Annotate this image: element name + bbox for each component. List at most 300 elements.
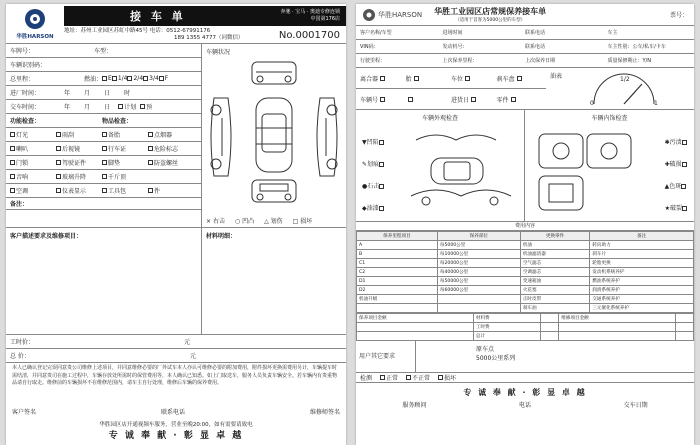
check-item[interactable]	[56, 158, 102, 167]
terms-text: 本人已确认登记完误同意贵公司维修上述项目，并同意维修必要的厂外试车本人亦认可维修必要的附加费用，附件损坏更换需费用另计，车辆提车时需结清，并同意贵司在施工过程中，车辆存放处所需时的保管费用等，本人确认已知悉。如上门取送车，服务人员负责车辆安全。若车辆内有贵重物品请自行取走。维修前的车辆损坏不在维修范围内，请车主自行处理，维修后车辆的保养费用。	[12, 365, 338, 386]
summary-row	[357, 332, 694, 341]
form-title: 接 车 单	[130, 10, 186, 23]
check-box[interactable]	[102, 188, 107, 193]
mileage-label: 总里程：	[10, 76, 35, 83]
car-left-side	[211, 98, 231, 176]
check-item-label: 玻璃升降	[62, 174, 87, 181]
int-mark-worn: 破损	[669, 161, 682, 168]
check-item-label: 门锁	[16, 160, 29, 167]
part-label: 刹车盘	[496, 75, 515, 83]
check-abnormal: 不正常	[412, 375, 431, 382]
car-rear-view	[252, 180, 296, 202]
vehicle-diagram[interactable]	[204, 58, 344, 208]
fuel-check-3[interactable]	[143, 76, 148, 81]
info-field-label[interactable]: 车主性别：公车/私车/卡车	[607, 44, 666, 50]
check-box[interactable]	[56, 132, 61, 137]
fuel-check-1[interactable]	[112, 76, 117, 81]
table-cell[interactable]: 机油	[520, 241, 589, 250]
summary-cell[interactable]	[559, 332, 676, 341]
logo-text: 华胜HARSON	[16, 34, 54, 40]
vin-row	[6, 58, 201, 72]
form-number: No.0001700	[278, 29, 340, 41]
check-box[interactable]	[10, 174, 15, 179]
table-cell[interactable]: 燃油系统养护	[590, 277, 694, 286]
out-time-label: 交车时间：	[10, 104, 41, 111]
part-label: 离合器	[360, 75, 379, 83]
table-cell[interactable]: 每40000公里	[437, 268, 520, 277]
estimate-label: 预	[146, 104, 153, 111]
part-label: 零件	[496, 96, 509, 104]
check-box[interactable]	[148, 160, 153, 165]
table-cell[interactable]: D2	[357, 286, 438, 295]
table-cell[interactable]: 刹车油	[520, 304, 589, 313]
labor-price-unit: 元	[184, 339, 191, 346]
plate-row	[6, 44, 201, 58]
fuel-option-1: 1/4	[117, 75, 128, 82]
ext-paint-check[interactable]	[379, 206, 384, 211]
info-row	[356, 40, 694, 54]
part-row	[356, 89, 546, 110]
out-time-row	[6, 100, 201, 114]
check-title-row	[6, 114, 201, 128]
summary-cell[interactable]	[541, 332, 559, 341]
table-cell[interactable]: B	[357, 250, 438, 259]
check-box[interactable]	[56, 160, 61, 165]
check-item[interactable]	[56, 186, 102, 195]
ext-mark-dent: 凹陷	[366, 139, 379, 146]
summary-cell[interactable]: 工时费	[473, 323, 540, 332]
fuel-label: 燃油：	[84, 76, 103, 83]
total-row	[6, 349, 346, 363]
material-label[interactable]: 材料明细：	[206, 233, 237, 240]
part-label: 车位	[451, 75, 464, 83]
gauge-section	[356, 68, 694, 110]
check-item-label: 驾驶证件	[62, 160, 87, 167]
car-front-view	[252, 62, 296, 84]
table-cell[interactable]: 空调滤芯	[520, 268, 589, 277]
part-item[interactable]	[451, 95, 497, 104]
table-header-cell: 备注	[590, 232, 694, 241]
check-label: 检测	[360, 375, 373, 382]
condition-label: 车辆状况	[206, 49, 231, 56]
fuel-check-e[interactable]	[102, 76, 107, 81]
total-unit: 元	[189, 353, 196, 360]
function-check-row	[6, 142, 201, 156]
function-check-row	[6, 128, 201, 142]
table-cell[interactable]: 每20000公里	[437, 259, 520, 268]
summary-cell[interactable]	[559, 323, 676, 332]
summary-cell[interactable]	[541, 314, 559, 323]
interior-car-diagram[interactable]	[531, 126, 641, 216]
right-header	[356, 4, 694, 26]
table-cell[interactable]: 火花塞	[520, 286, 589, 295]
check-item-label: 雨刮	[62, 132, 75, 139]
right-footer-slogan: 专 诚 奉 献 · 彰 显 卓 越	[463, 388, 587, 397]
summary-row	[357, 314, 694, 323]
table-row	[357, 268, 694, 277]
right-title: 华胜工业园区店常规保养接车单	[434, 7, 547, 16]
vin-label: 车辆识别码：	[10, 62, 47, 69]
summary-row	[357, 323, 694, 332]
check-item-label: 喇叭	[16, 146, 29, 153]
table-cell[interactable]: 机油升级	[357, 295, 438, 304]
part-item[interactable]	[406, 74, 452, 83]
seat-rows	[356, 68, 546, 109]
fuel-mark-half: 1/2	[620, 76, 630, 83]
in-time-label: 进厂时间：	[10, 90, 41, 97]
check-item[interactable]	[10, 186, 56, 195]
table-row	[357, 286, 694, 295]
labor-price-label: 工时价：	[10, 339, 35, 346]
part-row	[356, 68, 546, 89]
exterior-car-diagram[interactable]	[406, 126, 516, 216]
summary-cell[interactable]: 总计	[473, 332, 540, 341]
check-item[interactable]	[10, 130, 56, 139]
ticket-label: 票号：	[669, 12, 688, 19]
advisor-label: 服务顾问	[402, 402, 427, 409]
table-cell[interactable]: 润滑系统养护	[590, 286, 694, 295]
check-broken: 损坏	[444, 375, 457, 382]
check-box[interactable]	[102, 132, 107, 137]
check-item-label: 脚垫	[108, 160, 121, 167]
table-cell[interactable]: C2	[357, 268, 438, 277]
fee-title: 费用内容	[356, 222, 694, 231]
check-item[interactable]	[148, 158, 194, 167]
check-item[interactable]	[10, 144, 56, 153]
ext-chip-check[interactable]	[379, 184, 384, 189]
int-stain-check[interactable]	[682, 140, 687, 145]
car-top-view	[256, 98, 292, 172]
exterior-marks: ▼凹陷 ✎划痕 ●石击 ◆油漆	[362, 132, 385, 220]
int-mark-spot: 色斑	[669, 183, 682, 190]
part-item[interactable]	[497, 95, 543, 104]
check-normal-box[interactable]	[380, 375, 385, 380]
ext-mark-chip: 石击	[367, 183, 380, 190]
part-item[interactable]	[360, 74, 406, 83]
table-cell[interactable]	[437, 295, 520, 304]
check-box[interactable]	[102, 160, 107, 165]
extra-item-1: 原车点	[476, 346, 495, 353]
table-cell[interactable]: 每5000公里	[437, 241, 520, 250]
part-label: 胎	[405, 75, 412, 83]
table-cell[interactable]	[437, 304, 520, 313]
int-spot-check[interactable]	[681, 184, 686, 189]
legend-damage: 损坏	[300, 218, 313, 225]
part-item[interactable]	[360, 95, 406, 104]
check-box[interactable]	[56, 146, 61, 151]
fuel-gauge	[546, 68, 694, 109]
check-box[interactable]	[56, 174, 61, 179]
check-item[interactable]	[10, 172, 56, 181]
info-rows	[356, 26, 694, 68]
fuel-option-3: 3/4	[149, 75, 159, 82]
total-label: 总 价：	[10, 353, 30, 360]
part-item[interactable]	[451, 74, 497, 83]
customer-signature-label: 客户签名	[12, 409, 37, 416]
summary-cell[interactable]	[676, 332, 694, 341]
ext-mark-scratch: 划痕	[367, 161, 380, 168]
check-item[interactable]	[102, 158, 148, 167]
check-item-label: 灯光	[16, 132, 29, 139]
function-check-row	[6, 156, 201, 170]
table-cell[interactable]	[357, 304, 438, 313]
fuel-gauge-title: 油表	[550, 73, 563, 80]
fuel-mark-full: 1	[654, 100, 658, 107]
check-box[interactable]	[148, 188, 153, 193]
check-item[interactable]	[102, 186, 148, 195]
check-item-label: 工具包	[108, 188, 127, 195]
table-header-cell: 保养部位	[437, 232, 520, 241]
check-item[interactable]	[56, 130, 102, 139]
check-row	[356, 373, 694, 383]
info-field-label[interactable]: 车主	[607, 30, 618, 36]
inspection-section	[356, 110, 694, 222]
items-title: 物品检查：	[102, 118, 133, 125]
fuel-check-2[interactable]	[127, 76, 132, 81]
customer-request-section	[356, 341, 694, 373]
info-field-label[interactable]: 联系电话	[525, 30, 546, 36]
summary-cell[interactable]	[676, 323, 694, 332]
function-check-row	[6, 170, 201, 184]
ext-mark-paint: 油漆	[366, 205, 379, 212]
signature-row	[6, 405, 346, 418]
check-item-label: 千斤顶	[108, 174, 127, 181]
table-cell[interactable]: 交通系统养护	[590, 295, 694, 304]
info-field-label[interactable]: 客户名称/车型	[360, 30, 392, 36]
summary-cell[interactable]: 材料费	[473, 314, 540, 323]
mileage-row	[6, 72, 201, 86]
check-box[interactable]	[10, 188, 15, 193]
check-item-label: 危险标志	[154, 146, 179, 153]
check-box[interactable]	[102, 174, 107, 179]
technician-signature-label: 维修师签名	[309, 409, 340, 416]
info-field-label[interactable]: VIN码：	[360, 44, 379, 50]
remark-row	[6, 198, 201, 210]
phone: 电话：0512-67991176	[149, 28, 211, 34]
fuel-option-e: E	[108, 75, 112, 82]
table-cell[interactable]: 每60000公里	[437, 286, 520, 295]
contact-phone-label: 联系电话	[160, 409, 185, 416]
fuel-option-2: 2/4	[133, 75, 144, 82]
check-item-label: 音响	[16, 174, 29, 181]
check-box[interactable]	[56, 188, 61, 193]
table-cell[interactable]: 轮胎更换	[590, 259, 694, 268]
check-box[interactable]	[10, 146, 15, 151]
func-title: 功能检查：	[10, 118, 41, 125]
check-item-label: 行车证	[108, 146, 127, 153]
check-item[interactable]	[56, 144, 102, 153]
damage-legend: × 右击 ○ 凹凸 △ 划伤 □ 损坏	[206, 218, 313, 225]
logo	[6, 4, 64, 43]
part-label: 车辆号	[360, 96, 379, 104]
check-item[interactable]	[102, 130, 148, 139]
table-cell[interactable]: 每10000公里	[437, 250, 520, 259]
check-item-label: 点烟器	[154, 132, 173, 139]
right-signature-row	[356, 398, 694, 409]
in-day: 日	[104, 90, 111, 97]
check-abnormal-box[interactable]	[406, 375, 411, 380]
check-item-label: 件	[154, 188, 161, 195]
legend-dent: 凹凸	[242, 218, 255, 225]
function-check-grid	[6, 128, 201, 198]
part-check[interactable]	[465, 76, 470, 81]
check-item-label: 防盗螺丝	[154, 160, 179, 167]
fuel-check-f[interactable]	[159, 76, 164, 81]
in-year: 年	[64, 90, 71, 97]
in-month: 月	[84, 90, 91, 97]
advisor-phone-label: 电话	[518, 402, 531, 409]
maintenance-table	[356, 231, 694, 313]
part-item[interactable]	[497, 74, 543, 83]
plan-label: 计划	[124, 104, 137, 111]
check-box[interactable]	[148, 132, 153, 137]
mobile: 189 1355 4777（同微信）	[174, 35, 244, 41]
right-form-sheet	[356, 4, 694, 445]
part-check[interactable]	[414, 76, 419, 81]
footer-slogan: 专 诚 奉 献 · 彰 显 卓 越	[108, 431, 244, 441]
footer-note: 华胜园区店开通视频车服务，营业至晚20:00，如有需要请致电	[99, 422, 253, 428]
check-item[interactable]	[148, 186, 194, 195]
part-check[interactable]	[380, 97, 385, 102]
check-item[interactable]	[102, 172, 148, 181]
plan-check[interactable]	[118, 104, 123, 109]
table-row	[357, 250, 694, 259]
check-item-label: 仪表显示	[62, 188, 87, 195]
check-broken-box[interactable]	[438, 375, 443, 380]
int-crack-check[interactable]	[682, 206, 687, 211]
summary-cell[interactable]	[541, 323, 559, 332]
summary-table	[356, 313, 694, 341]
part-check[interactable]	[380, 76, 385, 81]
plate-label: 车牌号：	[10, 48, 35, 55]
table-cell[interactable]: 每50000公里	[437, 277, 520, 286]
check-item[interactable]	[148, 130, 194, 139]
table-cell[interactable]: 发动机系统养护	[590, 268, 694, 277]
table-cell[interactable]: 三元催化系统养护	[590, 304, 694, 313]
request-section	[6, 227, 346, 335]
in-hour: 时	[124, 90, 131, 97]
delivery-date-label: 交车日期	[623, 402, 648, 409]
brand-line-2: 中国第176店	[310, 16, 340, 22]
table-header-cell: 保养里程项目	[357, 232, 438, 241]
legend-scratch: 右击	[212, 218, 225, 225]
part-check[interactable]	[471, 97, 476, 102]
in-time-row	[6, 86, 201, 100]
summary-cell[interactable]: 维修项目金额	[559, 314, 676, 323]
table-cell[interactable]: 转向助力	[590, 241, 694, 250]
table-header-cell: 更换零件	[520, 232, 589, 241]
labor-price-row	[6, 335, 346, 349]
model-label: 车型：	[94, 48, 113, 55]
out-month: 月	[84, 104, 91, 111]
fuel-option-f: F	[164, 75, 169, 82]
table-cell[interactable]: D1	[357, 277, 438, 286]
summary-cell[interactable]: 保养项目金额	[357, 314, 474, 323]
check-item[interactable]	[102, 144, 148, 153]
table-row	[357, 277, 694, 286]
table-cell[interactable]: 正时皮带	[520, 295, 589, 304]
address: 地址：苏州工业园区苏虹中路45号	[64, 28, 148, 34]
customer-desc-label[interactable]: 客户描述要求及维修项目：	[6, 228, 202, 334]
logo-text: 华胜HARSON	[378, 10, 423, 19]
out-day: 日	[104, 104, 111, 111]
table-row	[357, 304, 694, 313]
extra-item-2: 5000公里系列	[476, 355, 516, 362]
ext-dent-check[interactable]	[379, 140, 384, 145]
part-check[interactable]	[408, 97, 413, 102]
fuel-mark-empty: 0	[590, 100, 594, 107]
remark-label: 备注：	[10, 201, 29, 208]
summary-cell[interactable]	[676, 314, 694, 323]
check-box[interactable]	[10, 132, 15, 137]
right-subtitle: （适用于首客为5000公里的车型）	[455, 18, 526, 23]
info-field-label[interactable]: 质量保修期止：Y/N	[607, 58, 651, 64]
info-field-label[interactable]: 进场时间	[442, 30, 463, 36]
info-field-label[interactable]: 发动机号：	[442, 44, 468, 50]
check-box[interactable]	[10, 160, 15, 165]
summary-cell[interactable]	[357, 332, 474, 341]
function-check-row	[6, 184, 201, 198]
table-row	[357, 259, 694, 268]
info-field-label[interactable]: 行驶里程：	[360, 58, 386, 64]
part-check[interactable]	[511, 97, 516, 102]
info-row	[356, 26, 694, 40]
brand-line-1: 奔驰 · 宝马 · 奥迪专修连锁	[280, 9, 340, 15]
estimate-check[interactable]	[140, 104, 145, 109]
info-field-label[interactable]: 上次保养日期	[525, 58, 556, 64]
part-label: 进货日	[451, 96, 470, 104]
table-cell[interactable]: C1	[357, 259, 438, 268]
interior-marks: ✱污渍 ✚破损 ▲色斑 ★破裂	[665, 132, 688, 220]
out-year: 年	[64, 104, 71, 111]
left-form-sheet	[6, 4, 346, 445]
check-box[interactable]	[102, 146, 107, 151]
table-cell[interactable]: A	[357, 241, 438, 250]
part-check[interactable]	[517, 76, 522, 81]
info-field-label[interactable]: 联系电话	[525, 44, 546, 50]
check-item[interactable]	[148, 144, 194, 153]
logo-icon	[24, 8, 46, 30]
check-item-label: 备胎	[108, 132, 121, 139]
vehicle-condition-panel	[202, 44, 346, 227]
check-box[interactable]	[148, 146, 153, 151]
interior-title: 车辆内饰检查	[591, 115, 628, 122]
logo-icon	[362, 8, 376, 22]
check-item-label: 空调	[16, 188, 29, 195]
int-mark-crack: 破裂	[669, 205, 682, 212]
info-field-label[interactable]: 上次保养里程：	[442, 58, 478, 64]
table-cell[interactable]: 机油滤清器	[520, 250, 589, 259]
car-right-side	[317, 98, 337, 176]
check-item-label: 后视镜	[62, 146, 81, 153]
table-cell[interactable]: 刹车片	[590, 250, 694, 259]
table-row	[357, 241, 694, 250]
table-cell[interactable]: 变速箱油	[520, 277, 589, 286]
ext-scratch-check[interactable]	[379, 162, 384, 167]
check-item[interactable]	[56, 172, 102, 181]
table-row	[357, 295, 694, 304]
int-worn-check[interactable]	[682, 162, 687, 167]
exterior-title: 车辆外观检查	[421, 115, 458, 122]
summary-cell[interactable]	[357, 323, 474, 332]
check-item[interactable]	[10, 158, 56, 167]
table-cell[interactable]: 空气滤芯	[520, 259, 589, 268]
customer-request-label: 用户其它要求	[356, 341, 416, 372]
check-normal: 正常	[386, 375, 399, 382]
part-item[interactable]	[406, 97, 452, 102]
info-row	[356, 54, 694, 68]
maintenance-table-header	[357, 232, 694, 241]
